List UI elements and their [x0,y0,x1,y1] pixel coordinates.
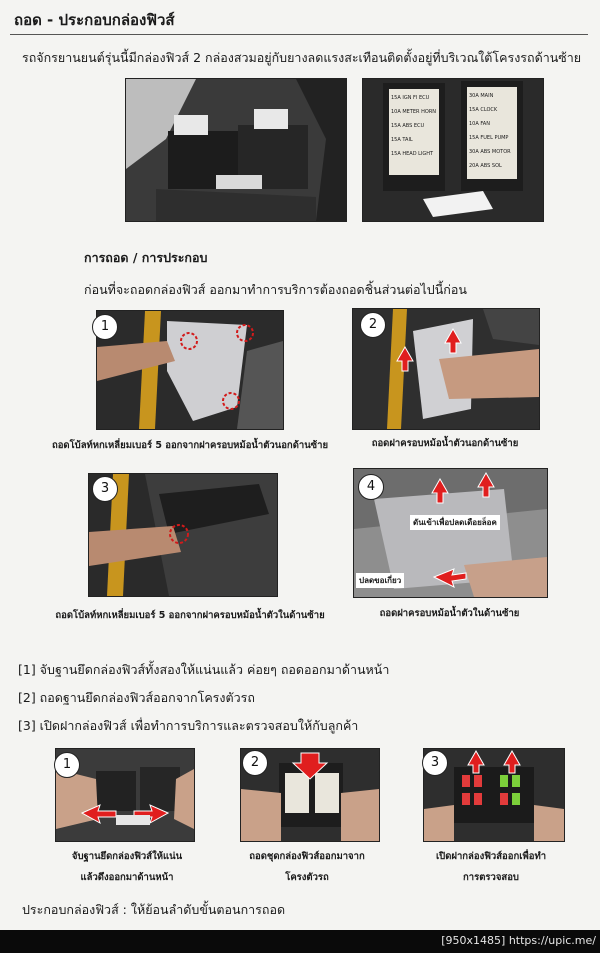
step2-number-badge: 2 [360,312,386,338]
step4-overlay-push: ดันเข้าเพื่อปลดเดือยล็อค [410,515,500,530]
step1-caption: ถอดโบ้ลท์หกเหลี่ยมเบอร์ 5 ออกจากฝาครอบหม้อน้ำตัวนอกด้านซ้าย [51,440,329,451]
step1-number-badge: 1 [92,314,118,340]
removal-heading: การถอด / การประกอบ [84,250,208,265]
fuse-label: 15A IGN FI ECU [391,95,430,101]
bottom-step1-caption [52,846,202,888]
step2-caption: ถอดฝาครอบหม้อน้ำตัวนอกด้านซ้าย [371,438,519,449]
fuse-label-right [469,89,515,173]
fuse-label: 20A ABS SOL [469,163,502,169]
bottom-step2-caption [232,846,382,888]
intro-text: รถจักรยานยนต์รุ่นนี้มีกล่องฟิวส์ 2 กล่องสวมอยู่กับยางลดแรงสะเทือนติดตั้งอยู่ที่บริเวณใต้โครงรถด้านซ้าย [22,50,582,65]
fuse-label: 15A FUEL PUMP [469,135,509,141]
fusebox-mounted-photo [125,78,347,222]
step3-caption: ถอดโบ้ลท์หกเหลี่ยมเบอร์ 5 ออกจากฝาครอบหม้อน้ำตัวในด้านซ้าย [55,610,325,621]
bottom-step3-caption-line2: การตรวจสอบ [463,872,519,883]
title-divider [10,34,588,35]
image-host-footer [0,930,600,953]
bottom-step3-number-badge: 3 [422,750,448,776]
fuse-label: 10A METER HORN [391,109,437,115]
fuse-label: 15A CLOCK [469,107,498,113]
bottom-step2-caption-line2: โครงตัวรถ [285,872,329,883]
step4-caption: ถอดฝาครอบหม้อน้ำตัวในด้านซ้าย [379,608,520,619]
fuse-label: 30A ABS MOTOR [469,149,511,155]
step1-photo [96,310,284,430]
step3-number-badge: 3 [92,476,118,502]
removal-intro: ก่อนที่จะถอดกล่องฟิวส์ ออกมาทำการบริการต้องถอดชิ้นส่วนต่อไปนี้ก่อน [84,282,467,297]
procedure-step-2: [2] ถอดฐานยึดกล่องฟิวส์ออกจากโครงตัวรถ [18,690,255,705]
fuse-label: 15A HEAD LIGHT [391,151,434,157]
bottom-step3-caption-line1: เปิดฝากล่องฟิวส์ออกเพื่อทำ [435,851,547,862]
step4-overlay-unhook: ปลดขอเกี่ยว [356,573,404,588]
fuse-label: 15A ABS ECU [391,123,425,129]
step4-number-badge: 4 [358,474,384,500]
bottom-step3-caption [416,846,566,888]
fuse-label: 15A TAIL [391,137,413,143]
footer-watermark-text: [950x1485] https://upic.me/ [441,934,596,947]
fusebox-labels-photo [362,78,544,222]
procedure-step-3: [3] เปิดฝากล่องฟิวส์ เพื่อทำการบริการและตรวจสอบให้กับลูกค้า [18,718,359,733]
bottom-step1-caption-line1: จับฐานยึดกล่องฟิวส์ให้แน่น [71,851,183,862]
bottom-step1-caption-line2: แล้วดึงออกมาด้านหน้า [80,872,174,883]
fuse-label: 30A MAIN [469,93,494,99]
procedure-step-1: [1] จับฐานยึดกล่องฟิวส์ทั้งสองให้แน่นแล้ว ค่อยๆ ถอดออกมาด้านหน้า [18,662,390,677]
bottom-step2-number-badge: 2 [242,750,268,776]
fuse-label-left [391,91,437,161]
bottom-step2-caption-line1: ถอดชุดกล่องฟิวส์ออกมาจาก [249,851,365,862]
fuse-label: 10A FAN [469,121,490,127]
bottom-step1-number-badge: 1 [54,752,80,778]
page-title: ถอด - ประกอบกล่องฟิวส์ [14,11,175,29]
reassembly-note: ประกอบกล่องฟิวส์ : ให้ย้อนลำดับขั้นตอนการถอด [22,902,286,917]
